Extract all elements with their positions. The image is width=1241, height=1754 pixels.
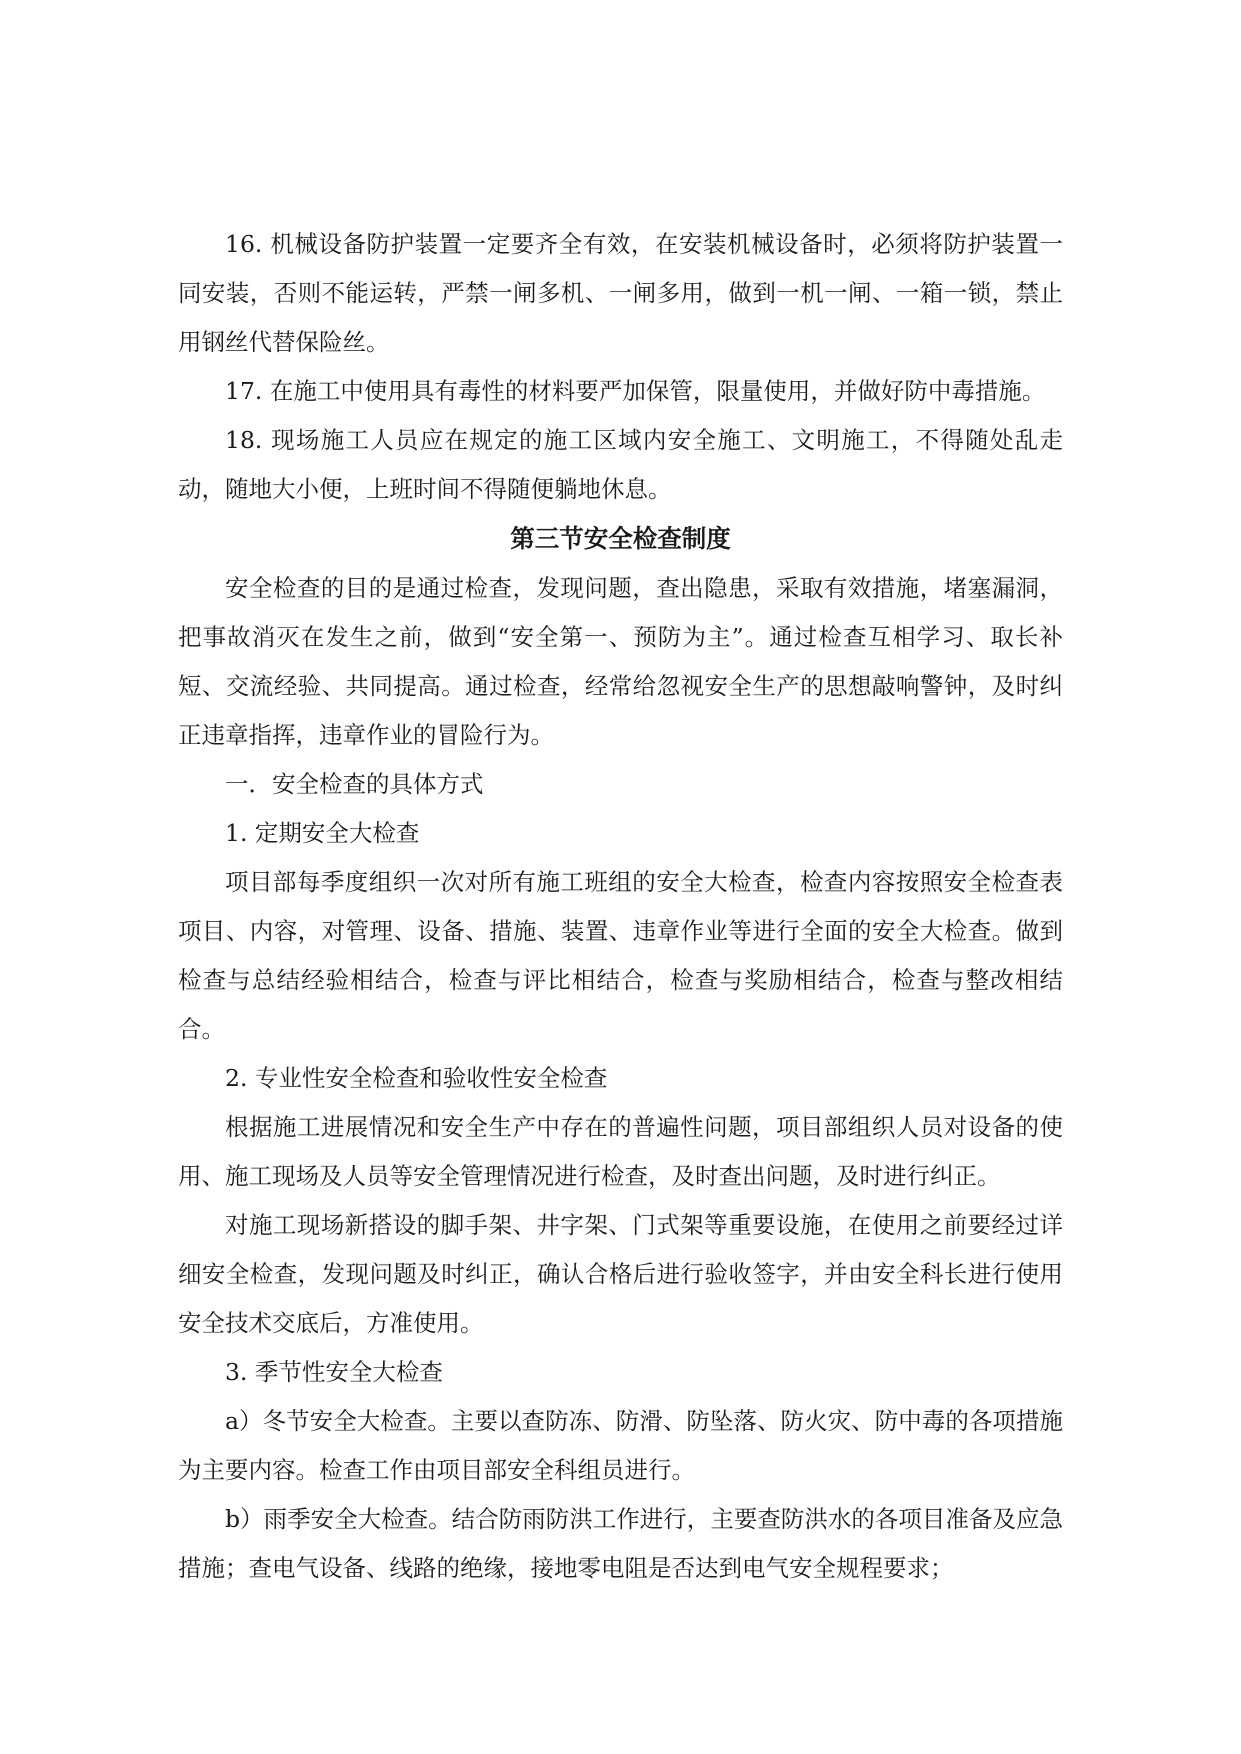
subheading-methods: 一．安全检查的具体方式 bbox=[225, 770, 484, 798]
paragraph-item-17: 17. 在施工中使用具有毒性的材料要严加保管，限量使用，并做好防中毒措施。 bbox=[225, 377, 1046, 405]
paragraph-item-16: 16. 机械设备防护装置一定要齐全有效，在安装机械设备时，必须将防护装置一同安装，否则不能运转，严禁一闸多机、一闸多用，做到一机一闸、一箱一锁，禁止用钢丝代替保险丝。 bbox=[178, 230, 1063, 356]
paragraph-scaffold-check: 对施工现场新搭设的脚手架、井字架、门式架等重要设施，在使用之前要经过详细安全检查，发现问题及时纠正，确认合格后进行验收签字，并由安全科长进行使用安全技术交底后，方准使用。 bbox=[178, 1211, 1063, 1337]
subheading-specialized-check: 2. 专业性安全检查和验收性安全检查 bbox=[225, 1064, 608, 1092]
subheading-seasonal-check: 3. 季节性安全大检查 bbox=[225, 1358, 443, 1386]
paragraph-specialized-check: 根据施工进展情况和安全生产中存在的普遍性问题，项目部组织人员对设备的使用、施工现场及人员等安全管理情况进行检查，及时查出问题，及时进行纠正。 bbox=[178, 1113, 1063, 1190]
section-title: 第三节安全检查制度 bbox=[510, 524, 731, 553]
document-page bbox=[178, 220, 1063, 1593]
paragraph-periodic-check: 项目部每季度组织一次对所有施工班组的安全大检查，检查内容按照安全检查表项目、内容，对管理、设备、措施、装置、违章作业等进行全面的安全大检查。做到检查与总结经验相结合，检查与评比相结合，检查与奖励相结合，检查与整改相结合。 bbox=[178, 868, 1063, 1043]
paragraph-item-18: 18. 现场施工人员应在规定的施工区域内安全施工、文明施工，不得随处乱走动，随地大小便，上班时间不得随便躺地休息。 bbox=[178, 426, 1063, 503]
paragraph-purpose: 安全检查的目的是通过检查，发现问题，查出隐患，采取有效措施，堵塞漏洞，把事故消灭在发生之前，做到“安全第一、预防为主”。通过检查互相学习、取长补短、交流经验、共同提高。通过检查，经常给忽视安全生产的思想敲响警钟，及时纠正违章指挥，违章作业的冒险行为。 bbox=[178, 574, 1063, 749]
paragraph-winter-check: a）冬节安全大检查。主要以查防冻、防滑、防坠落、防火灾、防中毒的各项措施为主要内容。检查工作由项目部安全科组员进行。 bbox=[178, 1407, 1063, 1484]
paragraph-rainy-check: b）雨季安全大检查。结合防雨防洪工作进行，主要查防洪水的各项目准备及应急措施；查电气设备、线路的绝缘，接地零电阻是否达到电气安全规程要求； bbox=[178, 1505, 1063, 1582]
subheading-periodic-check: 1. 定期安全大检查 bbox=[225, 819, 420, 847]
